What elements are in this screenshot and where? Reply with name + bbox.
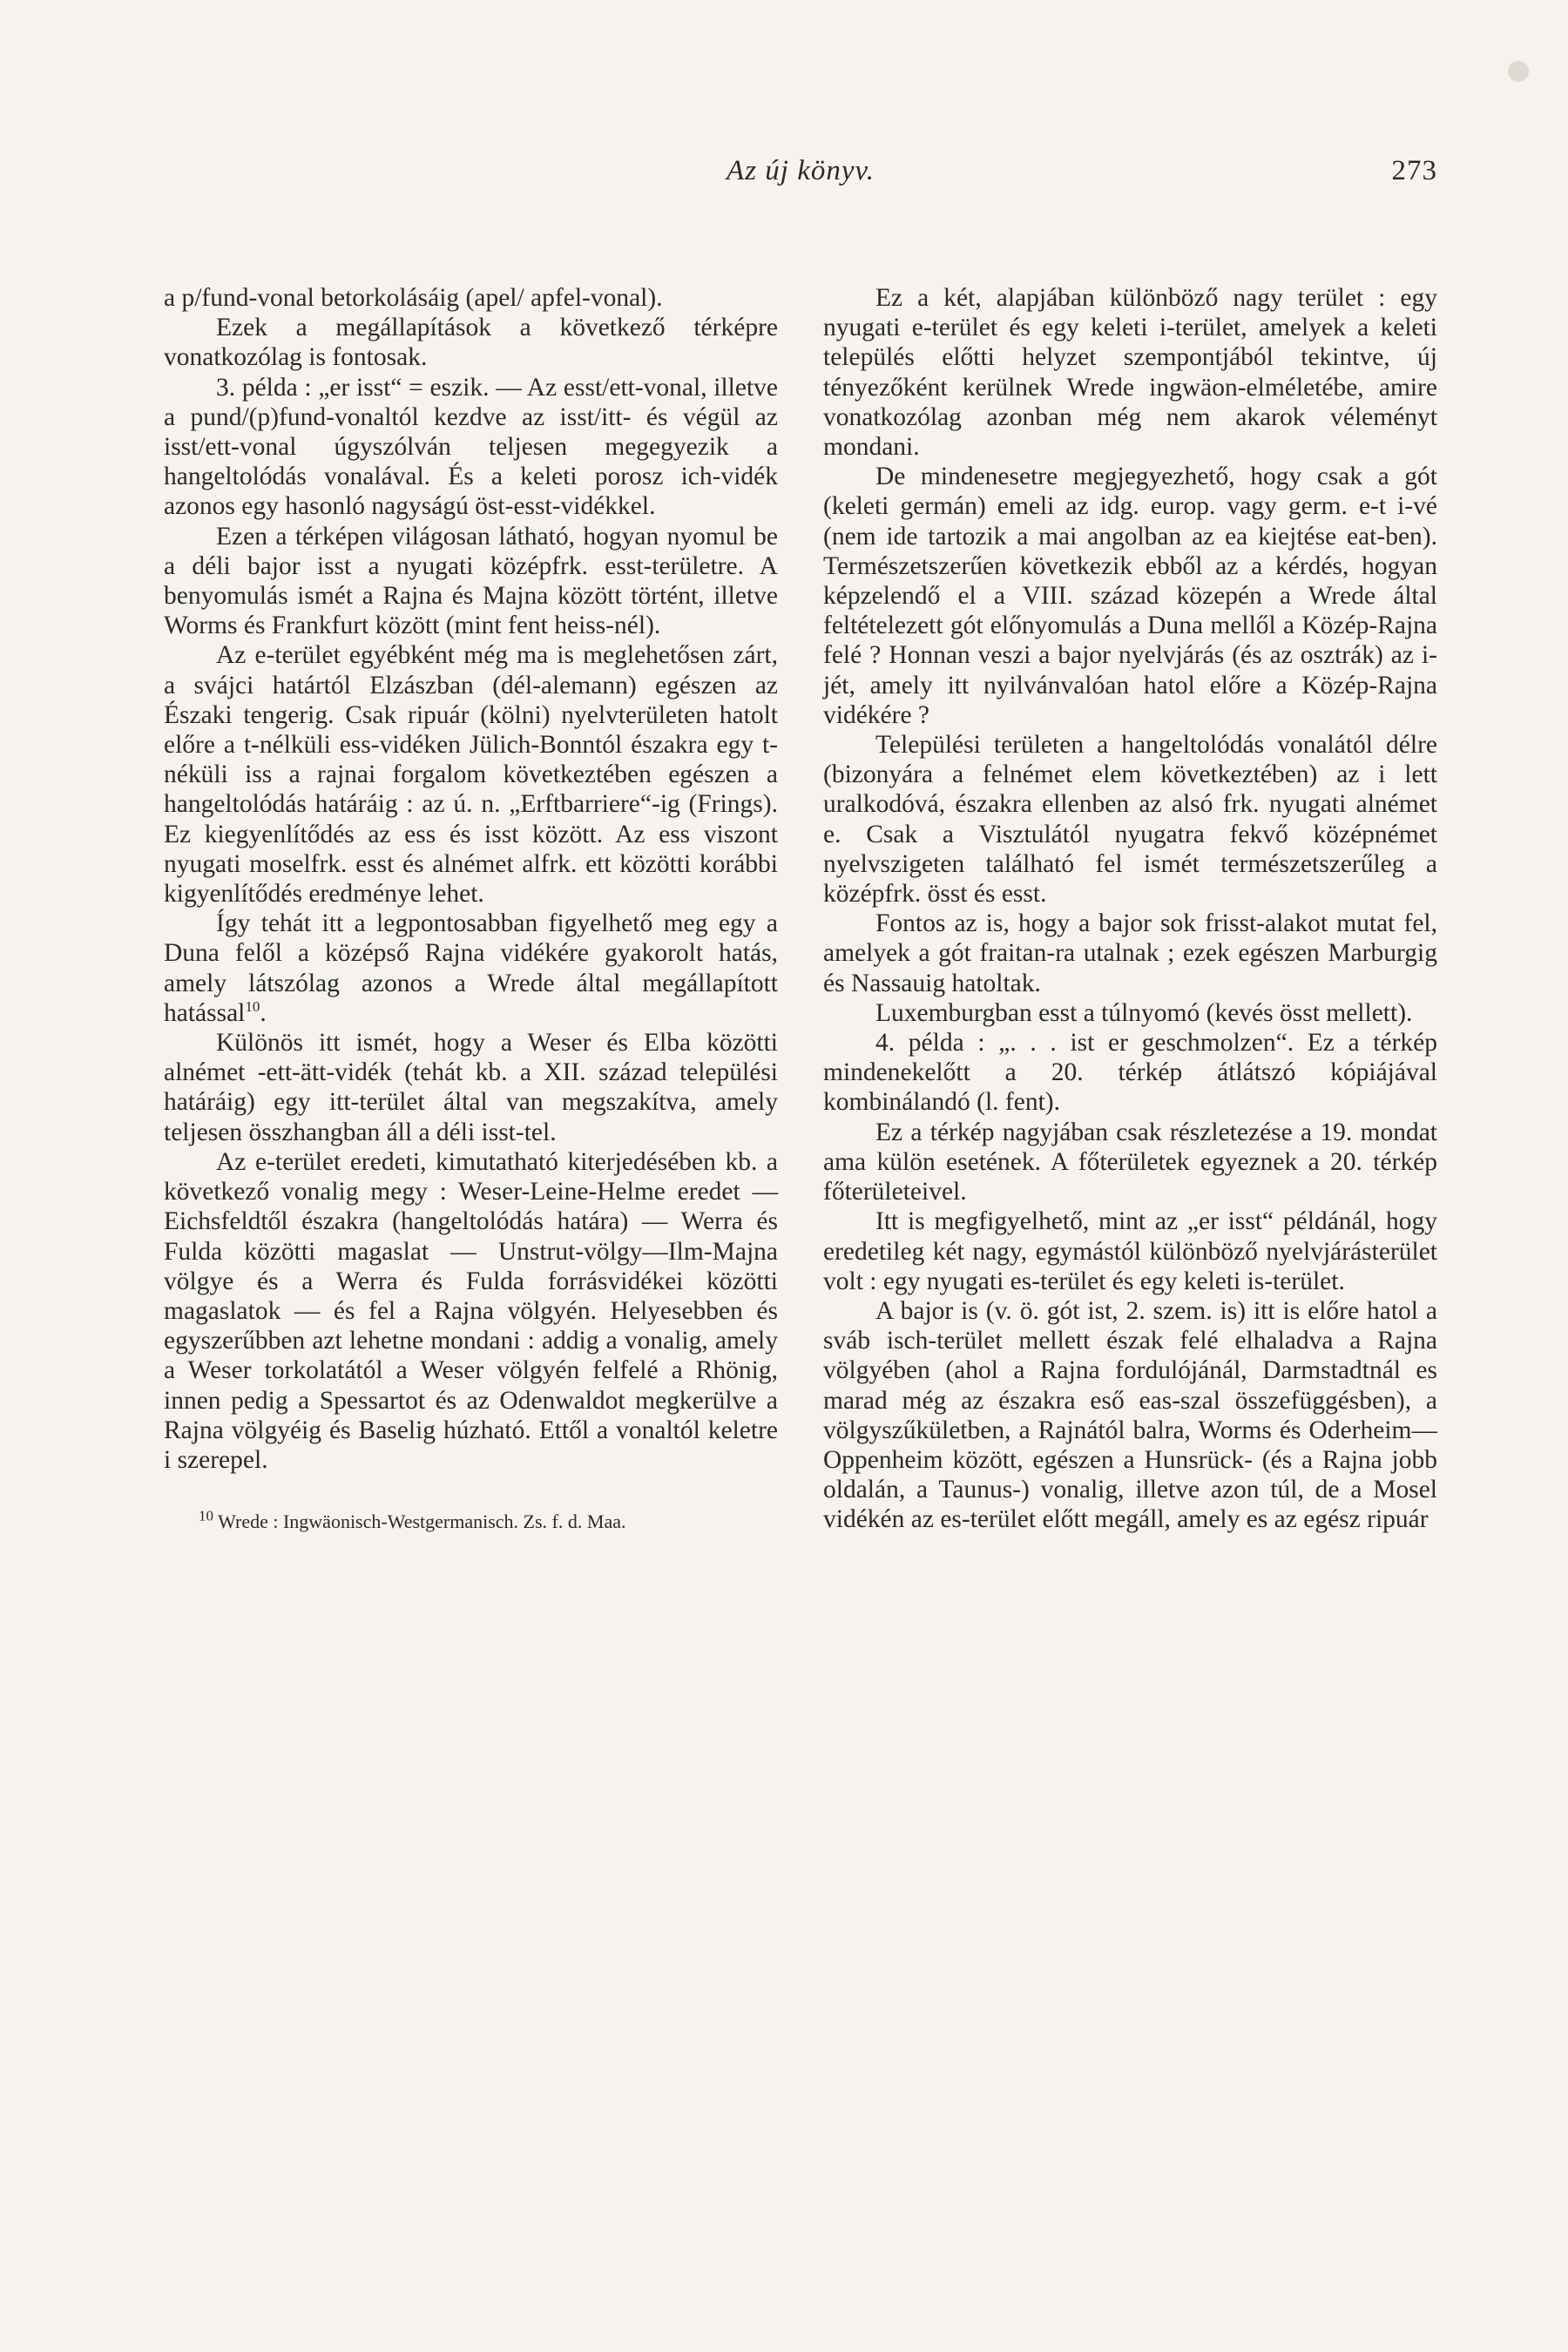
paragraph: Az e-terület eredeti, kimutatható kiterjedésében kb. a következő vonalig megy : Weser-Leine-Helme eredet — Eichsfeldtől északra (hangeltolódás határa) — Werra és Fulda közötti magaslat — Unstrut-völgy—Ilm-Majna völgye és a Werra és Fulda forrásvidékei közötti magaslatok — és fel a Rajna völgyén. Helyesebben és egyszerűbben azt lehetne mondani : addig a vonalig, amely a Weser torkolatától a Weser völgyén felfelé a Rhönig, innen pedig a Spessartot és az Odenwaldot megkerülve a Rajna völgyéig és Baselig húzható. Ettől a vonaltól keletre i szerepel. — [164, 1147, 778, 1474]
paragraph: 3. példa : „er isst“ = eszik. — Az esst/ett-vonal, illetve a pund/(p)fund-vonaltól kezdve az isst/itt- és végül az isst/ett-vonal úgyszólván teljesen megegyezik a hangeltolódás vonalával. És a keleti porosz ich-vidék azonos egy hasonló nagyságú öst-esst-vidékkel. — [164, 373, 778, 521]
paragraph: Ezek a megállapítások a következő térképre vonatkozólag is fontosak. — [164, 314, 778, 372]
paragraph: Itt is megfigyelhető, mint az „er isst“ példánál, hogy eredetileg két nagy, egymástól különböző nyelvjárásterület volt : egy nyugati es-terület és egy keleti is-terület. — [823, 1207, 1437, 1295]
running-title: Az új könyv. — [727, 155, 875, 186]
paragraph: Települési területen a hangeltolódás vonalától délre (bizonyára a felnémet elem következtében) az i lett uralkodóvá, északra ellenben az alsó frk. nyugati alnémet e. Csak a Visztulától nyugatra fekvő középnémet nyelvszigeten található fel ismét természetszerűleg a középfrk. össt és esst. — [823, 731, 1437, 909]
paragraph: Luxemburgban esst a túlnyomó (kevés össt mellett). — [875, 998, 1413, 1027]
paragraph: 4. példa : „. . . ist er geschmolzen“. Ez a térkép mindenekelőtt a 20. térkép átlátszó kópiájával kombinálandó (l. fent). — [823, 1029, 1437, 1117]
paragraph: Ez a két, alapjában különböző nagy terület : egy nyugati e-terület és egy keleti i-terület, amelyek a keleti település előtti helyzet szempontjából tekintve, új tényezőként kerülnek Wrede ingwäon-elméletébe, amire vonatkozólag azonban még nem akarok véleményt mondani. — [823, 284, 1437, 462]
footnote-marker: 10 — [199, 1507, 213, 1524]
paragraph: Fontos az is, hogy a bajor sok frisst-alakot mutat fel, amelyek a gót fraitan-ra utalnak ; ezek egészen Marburgig és Nassauig hatoltak. — [823, 909, 1437, 997]
paragraph: Ezen a térképen világosan látható, hogyan nyomul be a déli bajor isst a nyugati középfrk. esst-területre. A benyomulás ismét a Rajna és Majna között történt, illetve Worms és Frankfurt között (mint fent heiss-nél). — [164, 522, 778, 640]
footnote — [164, 1507, 778, 1533]
footnote-text: Wrede : Ingwäonisch-Westgermanisch. Zs. f. d. Maa. — [218, 1511, 626, 1533]
paragraph-with-footnote-ref: Így tehát itt a legpontosabban figyelhető meg egy a Duna felől a középső Rajna vidékére gyakorolt hatás, amely látszólag azonos a Wrede által megállapított hatással$^{10}$. — [164, 909, 778, 1027]
left-column — [164, 283, 778, 1533]
page-header — [164, 155, 1437, 199]
right-column — [823, 283, 1437, 1535]
paragraph: Az e-terület egyébként még ma is meglehetősen zárt, a svájci határtól Elzászban (dél-alemann) egészen az Északi tengerig. Csak ripuár (kölni) nyelvterületen hatolt előre a t-nélküli ess-vidéken Jülich-Bonntól északra egy t-néküli iss a rajnai forgalom következtében egészen a hangeltolódás határáig : az ú. n. „Erftbarriere“-ig (Frings). Ez kiegyenlítődés az ess és isst között. Az ess viszont nyugati moselfrk. esst és alnémet alfrk. ett közötti korábbi kigyenlítődés eredménye lehet. — [164, 641, 778, 909]
page-number: 273 — [1391, 155, 1437, 186]
footnote-reference: 10 — [245, 998, 260, 1016]
paragraph: A bajor is (v. ö. gót ist, 2. szem. is) itt is előre hatol a sváb isch-terület mellett észak felé elhaladva a Rajna völgyében (ahol a Rajna fordulójánál, Darmstadtnál es marad még az északra eső eas-szal összefüggésben), a völgyszűkületben, a Rajnától balra, Worms és Oderheim—Oppenheim között, egészen a Hunsrück- (és a Rajna jobb oldalán, a Taunus-) vonalig, illetve azon túl, de a Mosel vidékén az es-terület előtt megáll, amely es az egész ripuár — [823, 1296, 1437, 1534]
paragraph: Ez a térkép nagyjában csak részletezése a 19. mondat ama külön esetének. A főterületek egyeznek a 20. térkép főterületeivel. — [823, 1118, 1437, 1206]
paragraph: De mindenesetre megjegyezhető, hogy csak a gót (keleti germán) emeli az idg. europ. vagy germ. e-t i-vé (nem ide tartozik a mai angolban az ea kiejtése eat-ben). Természetszerűen következik ebből az a kérdés, hogyan képzelendő el a VIII. század közepén a Wrede által feltételezett gót előnyomulás a Duna mellől a Közép-Rajna felé ? Honnan veszi a bajor nyelvjárás (és az osztrák) az i-jét, amely itt nyilvánvalóan hatol előre a Közép-Rajna vidékére ? — [823, 463, 1437, 729]
paragraph: a p/fund-vonal betorkolásáig (apel/ apfel-vonal). — [164, 284, 663, 312]
paragraph: Különös itt ismét, hogy a Weser és Elba közötti alnémet -ett-ätt-vidék (tehát kb. a XII. század települési határáig) egy itt-terület által van megszakítva, amely teljesen összhangban áll a déli isst-tel. — [164, 1029, 778, 1146]
page-edge-mark — [1508, 61, 1529, 82]
paragraph-text: Így tehát itt a legpontosabban figyelhető meg egy a Duna felől a középső Rajna vidékére gyakorolt hatás, amely látszólag azonos a Wrede által megállapított hatással — [164, 909, 778, 1027]
